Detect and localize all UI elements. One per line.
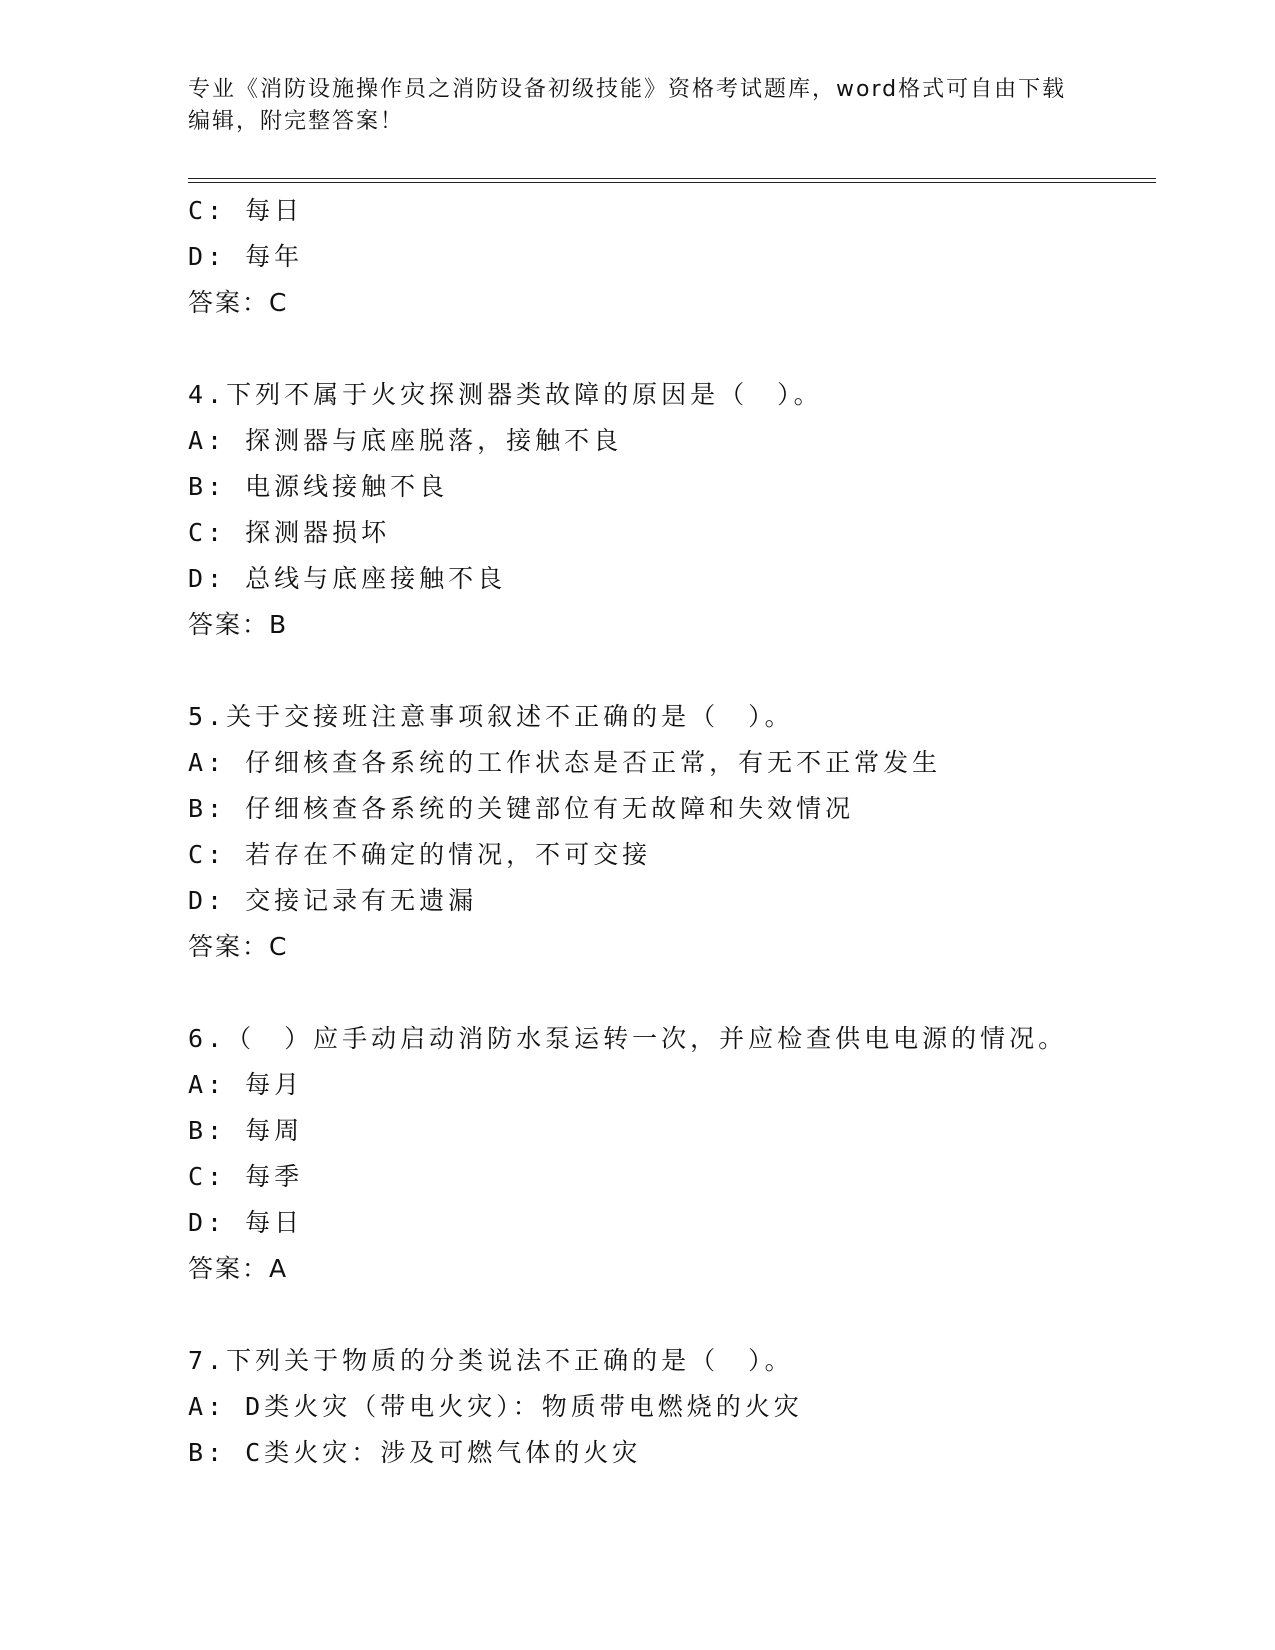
question-stem: 7.下列关于物质的分类说法不正确的是（ ）。	[188, 1346, 794, 1375]
option-b: B: 每周	[188, 1116, 304, 1145]
question-6	[188, 1016, 1188, 1292]
option-a: A: 探测器与底座脱落，接触不良	[188, 426, 623, 455]
option-a: A: 仔细核查各系统的工作状态是否正常，有无不正常发生	[188, 748, 942, 777]
answer-line: 答案：C	[188, 932, 289, 961]
question-5	[188, 694, 1188, 970]
option-b: B: 仔细核查各系统的关键部位有无故障和失效情况	[188, 794, 855, 823]
question-list	[188, 188, 1188, 1476]
option-c: C: 若存在不确定的情况，不可交接	[188, 840, 652, 869]
question-4	[188, 372, 1188, 648]
option-d: D: 每年	[188, 242, 304, 271]
question-7	[188, 1338, 1188, 1476]
answer-line: 答案：A	[188, 1254, 289, 1283]
option-a: A: 每月	[188, 1070, 304, 1099]
option-c: C: 探测器损坏	[188, 518, 391, 547]
question-stem: 5.关于交接班注意事项叙述不正确的是（ ）。	[188, 702, 794, 731]
option-d: D: 总线与底座接触不良	[188, 564, 507, 593]
document-header: 专业《消防设施操作员之消防设备初级技能》资格考试题库，word格式可自由下载编辑，附完整答案！	[188, 77, 1067, 134]
question-3-continued	[188, 188, 1188, 326]
header-divider	[188, 178, 1156, 183]
answer-line: 答案：C	[188, 288, 289, 317]
option-b: B: C类火灾：涉及可燃气体的火灾	[188, 1438, 642, 1467]
question-stem: 6.（ ）应手动启动消防水泵运转一次，并应检查供电电源的情况。	[188, 1024, 1068, 1053]
option-d: D: 每日	[188, 1208, 304, 1237]
option-c: C: 每季	[188, 1162, 304, 1191]
option-b: B: 电源线接触不良	[188, 472, 449, 501]
option-d: D: 交接记录有无遗漏	[188, 886, 478, 915]
answer-line: 答案：B	[188, 610, 289, 639]
question-stem: 4.下列不属于火灾探测器类故障的原因是（ ）。	[188, 380, 823, 409]
option-c: C: 每日	[188, 196, 304, 225]
option-a: A: D类火灾（带电火灾）：物质带电燃烧的火灾	[188, 1392, 803, 1421]
